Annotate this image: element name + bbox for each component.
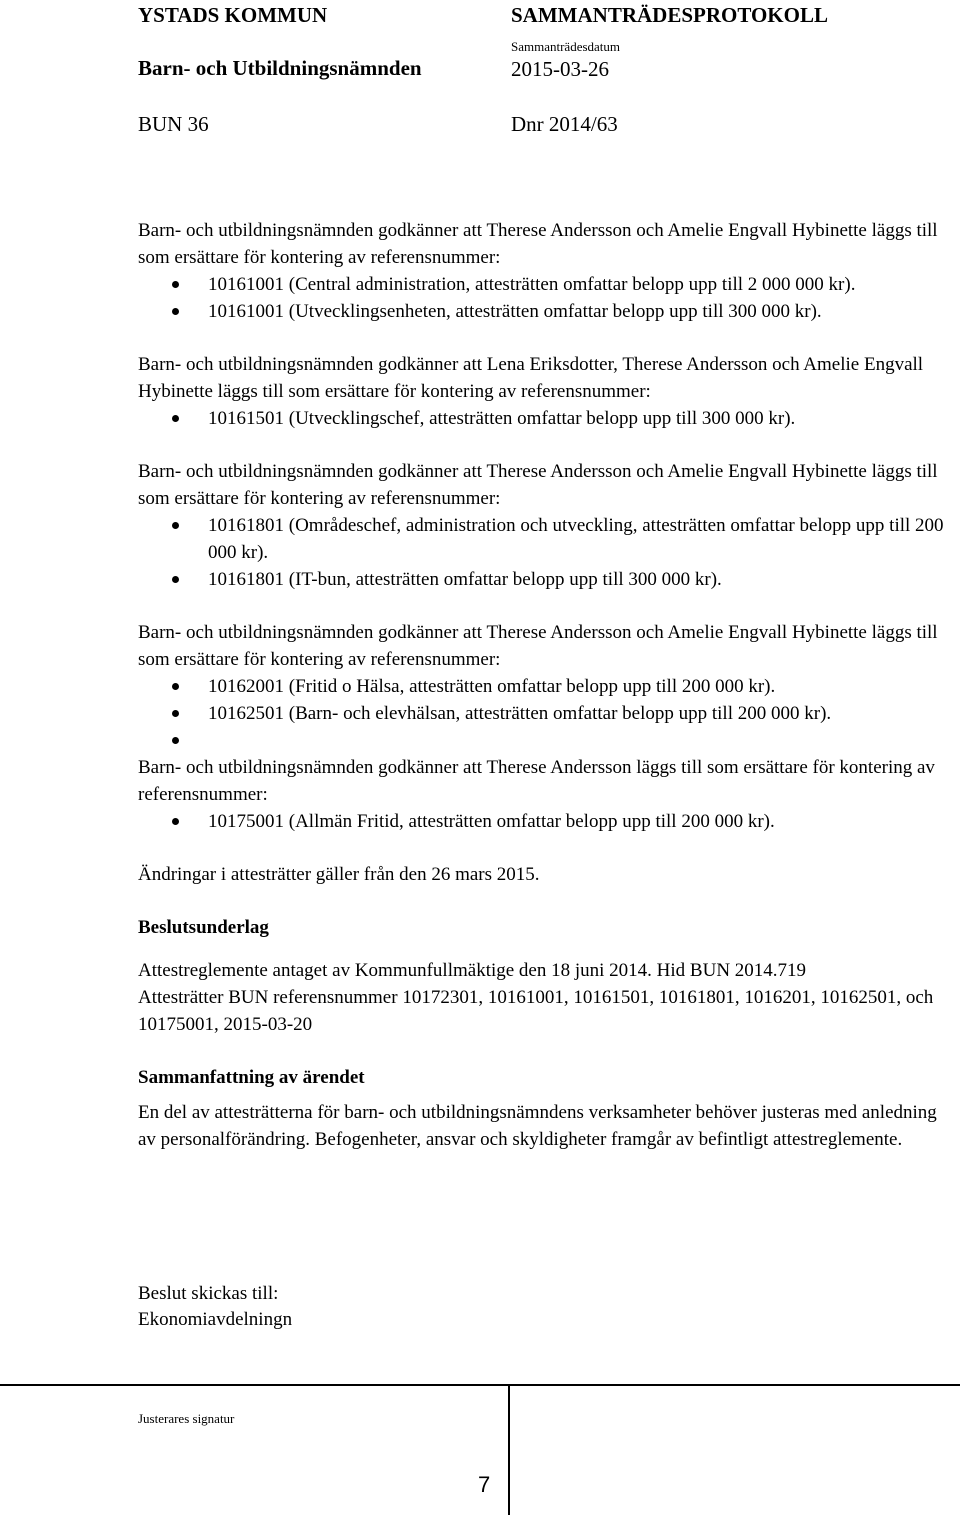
footer-divider: [0, 1384, 960, 1386]
page-number: 7: [478, 1472, 491, 1497]
summary-heading: Sammanfattning av ärendet: [138, 1067, 365, 1088]
sent-to-label: Beslut skickas till:: [138, 1283, 279, 1304]
meeting-date: 2015-03-26: [511, 57, 609, 81]
list-item: 10175001 (Allmän Fritid, attesträtten omfattar belopp upp till 200 000 kr).: [138, 808, 953, 835]
document-body: [138, 217, 953, 1153]
decision-paragraph: Barn- och utbildningsnämnden godkänner att Therese Andersson och Amelie Engvall Hybinette läggs till som ersättare för kontering av referensnummer:: [138, 220, 938, 268]
decision-list: [138, 512, 953, 593]
list-item: 10161001 (Utvecklingsenheten, attesträtten omfattar belopp upp till 300 000 kr).: [138, 298, 953, 325]
decision-list: [138, 405, 953, 432]
protocol-title: SAMMANTRÄDESPROTOKOLL: [511, 3, 828, 27]
registration-number: Dnr 2014/63: [511, 112, 618, 136]
list-item: 10161801 (IT-bun, attesträtten omfattar belopp upp till 300 000 kr).: [138, 566, 953, 593]
footer-vertical-divider: [508, 1386, 510, 1515]
decision-paragraph: Barn- och utbildningsnämnden godkänner att Lena Eriksdotter, Therese Andersson och Amelie Engvall Hybinette läggs till som ersättare för kontering av referensnummer:: [138, 354, 924, 402]
list-item: 10162501 (Barn- och elevhälsan, attesträtten omfattar belopp upp till 200 000 kr).: [138, 700, 953, 727]
summary-text: En del av attesträtterna för barn- och utbildningsnämndens verksamheter behöver justeras med anledning av personalförändring. Befogenheter, ansvar och skyldigheter framgår av befintligt attestreglemente.: [138, 1102, 937, 1150]
list-item: 10161801 (Områdeschef, administration och utveckling, attesträtten omfattar belopp upp till 200 000 kr).: [138, 512, 953, 566]
list-item-empty: [138, 727, 953, 754]
list-item: 10161501 (Utvecklingschef, attesträtten omfattar belopp upp till 300 000 kr).: [138, 405, 953, 432]
decision-paragraph: Barn- och utbildningsnämnden godkänner att Therese Andersson och Amelie Engvall Hybinette läggs till som ersättare för kontering av referensnummer:: [138, 461, 938, 509]
list-item: 10161001 (Central administration, attesträtten omfattar belopp upp till 2 000 000 kr).: [138, 271, 953, 298]
changes-note: Ändringar i attesträtter gäller från den 26 mars 2015.: [138, 864, 540, 885]
decision-paragraph: Barn- och utbildningsnämnden godkänner att Therese Andersson läggs till som ersättare för kontering av referensnummer:: [138, 757, 935, 805]
meeting-date-label: Sammanträdesdatum: [511, 39, 621, 54]
committee-name: Barn- och Utbildningsnämnden: [138, 56, 422, 80]
signature-label: Justerares signatur: [138, 1411, 235, 1426]
basis-heading: Beslutsunderlag: [138, 917, 269, 938]
case-id: BUN 36: [138, 112, 209, 136]
basis-line: Attestreglemente antaget av Kommunfullmäktige den 18 juni 2014. Hid BUN 2014.719: [138, 960, 807, 981]
list-item: 10162001 (Fritid o Hälsa, attesträtten omfattar belopp upp till 200 000 kr).: [138, 673, 953, 700]
decision-list: [138, 808, 953, 835]
municipality-name: YSTADS KOMMUN: [138, 3, 328, 27]
decision-list: [138, 673, 953, 754]
decision-list: [138, 271, 953, 325]
basis-line: Attesträtter BUN referensnummer 10172301, 10161001, 10161501, 10161801, 1016201, 10162501, och 10175001, 2015-03-20: [138, 987, 934, 1035]
sent-to-recipient: Ekonomiavdelningn: [138, 1309, 293, 1330]
decision-paragraph: Barn- och utbildningsnämnden godkänner att Therese Andersson och Amelie Engvall Hybinette läggs till som ersättare för kontering av referensnummer:: [138, 622, 938, 670]
